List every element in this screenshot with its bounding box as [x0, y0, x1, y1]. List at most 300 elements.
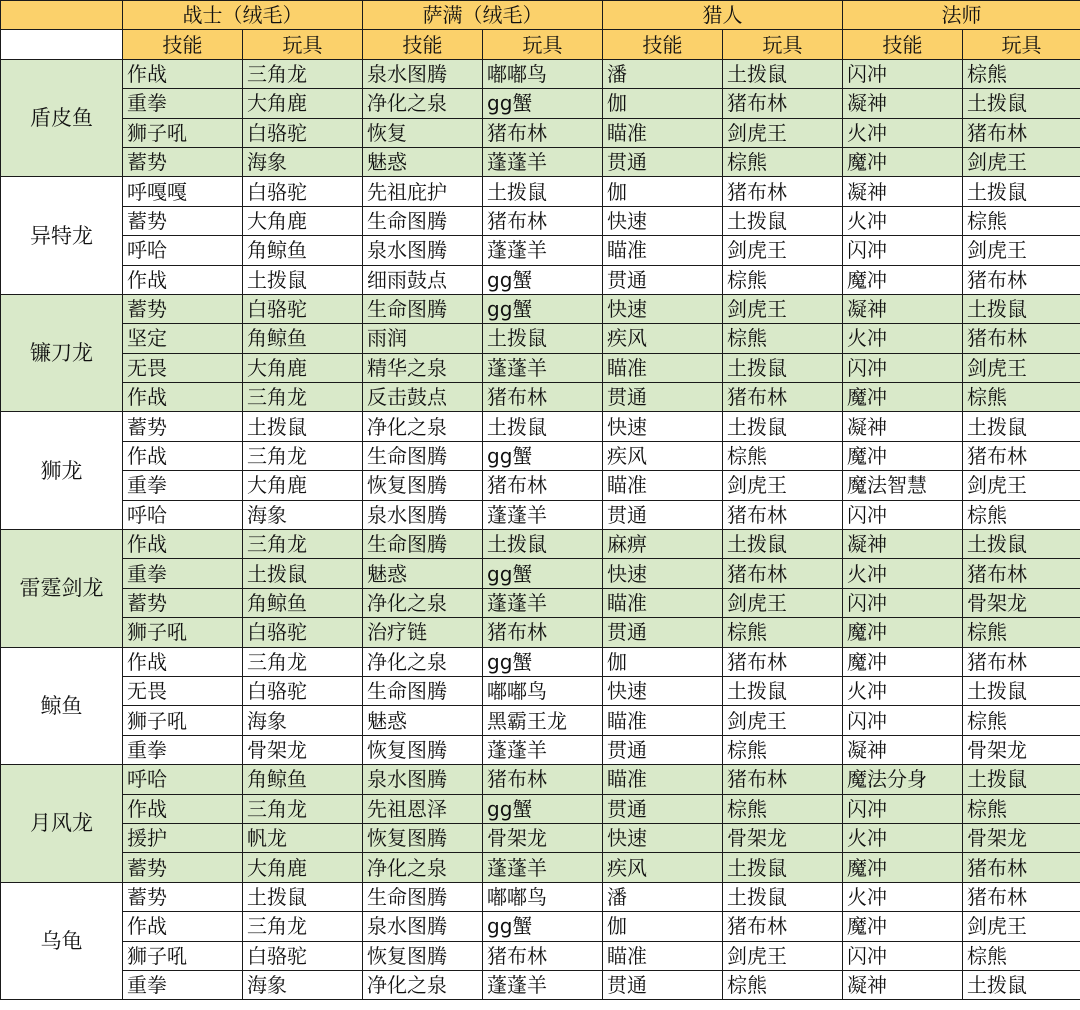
skill-cell[interactable]: 恢复图腾 — [363, 823, 483, 852]
skill-cell[interactable]: 生命图腾 — [363, 294, 483, 323]
skill-cell[interactable]: 潘 — [603, 59, 723, 88]
toy-cell[interactable]: 土拨鼠 — [723, 353, 843, 382]
skill-cell[interactable]: 快速 — [603, 676, 723, 705]
skill-cell[interactable]: 作战 — [123, 794, 243, 823]
toy-cell[interactable]: 剑虎王 — [963, 236, 1080, 265]
toy-cell[interactable]: gg蟹 — [483, 559, 603, 588]
skill-cell[interactable]: 作战 — [123, 912, 243, 941]
skill-cell[interactable]: 精华之泉 — [363, 353, 483, 382]
toy-cell[interactable]: 土拨鼠 — [963, 676, 1080, 705]
skill-cell[interactable]: 蓄势 — [123, 882, 243, 911]
skill-cell[interactable]: 援护 — [123, 823, 243, 852]
toy-cell[interactable]: 角鲸鱼 — [243, 765, 363, 794]
header-corner-cell[interactable] — [1, 1, 123, 30]
toy-cell[interactable]: 剑虎王 — [723, 294, 843, 323]
skill-cell[interactable]: 魔法智慧 — [843, 471, 963, 500]
toy-cell[interactable]: 白骆驼 — [243, 294, 363, 323]
toy-cell[interactable]: 蓬蓬羊 — [483, 853, 603, 882]
toy-cell[interactable]: 白骆驼 — [243, 177, 363, 206]
toy-cell[interactable]: 猪布林 — [963, 882, 1080, 911]
toy-cell[interactable]: 帆龙 — [243, 823, 363, 852]
skill-cell[interactable]: 贯通 — [603, 500, 723, 529]
sub-header-corner-cell[interactable] — [1, 30, 123, 59]
toy-cell[interactable]: 大角鹿 — [243, 353, 363, 382]
toy-cell[interactable]: gg蟹 — [483, 441, 603, 470]
mount-name-cell[interactable]: 盾皮鱼 — [1, 59, 123, 177]
skill-cell[interactable]: 无畏 — [123, 676, 243, 705]
skill-cell[interactable]: 净化之泉 — [363, 89, 483, 118]
toy-cell[interactable]: 猪布林 — [483, 471, 603, 500]
table-row — [1, 177, 1080, 206]
toy-cell[interactable]: 土拨鼠 — [963, 412, 1080, 441]
skill-cell[interactable]: 瞄准 — [603, 236, 723, 265]
table-row — [1, 853, 1080, 882]
toy-cell[interactable]: 棕熊 — [963, 206, 1080, 235]
table-row — [1, 588, 1080, 617]
skill-cell[interactable]: 净化之泉 — [363, 853, 483, 882]
table-row — [1, 236, 1080, 265]
skill-cell[interactable]: 伽 — [603, 177, 723, 206]
table-row — [1, 353, 1080, 382]
skill-cell[interactable]: 先祖庇护 — [363, 177, 483, 206]
toy-cell[interactable]: 棕熊 — [723, 970, 843, 999]
skill-cell[interactable]: 生命图腾 — [363, 676, 483, 705]
mount-name-cell[interactable]: 异特龙 — [1, 177, 123, 295]
toy-cell[interactable]: 棕熊 — [723, 441, 843, 470]
skill-cell[interactable]: 瞄准 — [603, 588, 723, 617]
toy-cell[interactable]: 猪布林 — [483, 765, 603, 794]
toy-cell[interactable]: 棕熊 — [963, 706, 1080, 735]
toy-cell[interactable]: 棕熊 — [723, 618, 843, 647]
toy-cell[interactable]: 白骆驼 — [243, 118, 363, 147]
class-header-shaman[interactable]: 萨满（绒毛） — [363, 1, 603, 30]
skill-cell[interactable]: 凝神 — [843, 735, 963, 764]
skill-cell[interactable]: 重拳 — [123, 559, 243, 588]
toy-cell[interactable]: 大角鹿 — [243, 471, 363, 500]
toy-cell[interactable]: 棕熊 — [723, 735, 843, 764]
class-header-hunter[interactable]: 猎人 — [603, 1, 843, 30]
toy-cell[interactable]: 猪布林 — [483, 383, 603, 412]
class-header-row — [1, 1, 1080, 30]
toy-cell[interactable]: 棕熊 — [963, 794, 1080, 823]
skill-cell[interactable]: 作战 — [123, 441, 243, 470]
toy-cell[interactable]: 土拨鼠 — [723, 882, 843, 911]
toy-cell[interactable]: 剑虎王 — [723, 471, 843, 500]
toy-cell[interactable]: 棕熊 — [723, 147, 843, 176]
toy-cell[interactable]: 三角龙 — [243, 912, 363, 941]
toy-cell[interactable]: 三角龙 — [243, 647, 363, 676]
skill-cell[interactable]: 魔法分身 — [843, 765, 963, 794]
skill-cell[interactable]: 火冲 — [843, 882, 963, 911]
skill-cell[interactable]: 疾风 — [603, 853, 723, 882]
toy-cell[interactable]: 海象 — [243, 147, 363, 176]
table-row — [1, 441, 1080, 470]
table-row — [1, 765, 1080, 794]
skill-cell[interactable]: 净化之泉 — [363, 588, 483, 617]
toy-cell[interactable]: 猪布林 — [963, 647, 1080, 676]
toy-cell[interactable]: 猪布林 — [483, 118, 603, 147]
skill-cell[interactable]: 闪冲 — [843, 236, 963, 265]
skill-cell[interactable]: 重拳 — [123, 89, 243, 118]
toy-cell[interactable]: 土拨鼠 — [963, 294, 1080, 323]
toy-cell[interactable]: 棕熊 — [963, 941, 1080, 970]
toy-cell[interactable]: 猪布林 — [963, 441, 1080, 470]
toy-cell[interactable]: 海象 — [243, 706, 363, 735]
table-row — [1, 941, 1080, 970]
mount-name-cell[interactable]: 乌龟 — [1, 882, 123, 1000]
skill-cell[interactable]: 呼哈 — [123, 500, 243, 529]
skill-cell[interactable]: 重拳 — [123, 735, 243, 764]
toy-cell[interactable]: 蓬蓬羊 — [483, 236, 603, 265]
skill-cell[interactable]: 魅惑 — [363, 706, 483, 735]
toy-cell[interactable]: 蓬蓬羊 — [483, 500, 603, 529]
skill-cell[interactable]: 贯通 — [603, 265, 723, 294]
toy-cell[interactable]: 黑霸王龙 — [483, 706, 603, 735]
toy-cell[interactable]: 大角鹿 — [243, 89, 363, 118]
class-header-mage[interactable]: 法师 — [843, 1, 1080, 30]
skill-cell[interactable]: 伽 — [603, 89, 723, 118]
toy-cell[interactable]: 白骆驼 — [243, 676, 363, 705]
skill-cell[interactable]: 作战 — [123, 59, 243, 88]
toy-cell[interactable]: 嘟嘟鸟 — [483, 59, 603, 88]
skill-cell[interactable]: 生命图腾 — [363, 441, 483, 470]
sub-header-row — [1, 30, 1080, 59]
skill-cell[interactable]: 凝神 — [843, 412, 963, 441]
skill-cell[interactable]: 凝神 — [843, 177, 963, 206]
skill-cell[interactable]: 狮子吼 — [123, 941, 243, 970]
toy-cell[interactable]: gg蟹 — [483, 794, 603, 823]
skill-cell[interactable]: 狮子吼 — [123, 706, 243, 735]
toy-cell[interactable]: gg蟹 — [483, 912, 603, 941]
skill-cell[interactable]: 生命图腾 — [363, 206, 483, 235]
subheader-skill[interactable]: 技能 — [363, 30, 483, 59]
toy-cell[interactable]: 剑虎王 — [723, 118, 843, 147]
toy-cell[interactable]: 剑虎王 — [723, 588, 843, 617]
toy-cell[interactable]: 猪布林 — [483, 941, 603, 970]
skill-cell[interactable]: 闪冲 — [843, 59, 963, 88]
skill-cell[interactable]: 生命图腾 — [363, 882, 483, 911]
toy-cell[interactable]: 土拨鼠 — [963, 530, 1080, 559]
skill-cell[interactable]: 麻痹 — [603, 530, 723, 559]
skill-cell[interactable]: 火冲 — [843, 559, 963, 588]
skill-cell[interactable]: 闪冲 — [843, 794, 963, 823]
table-row — [1, 794, 1080, 823]
skill-cell[interactable]: 闪冲 — [843, 500, 963, 529]
spreadsheet-body — [1, 1, 1080, 1000]
skill-cell[interactable]: 净化之泉 — [363, 647, 483, 676]
skill-cell[interactable]: 瞄准 — [603, 471, 723, 500]
toy-cell[interactable]: 剑虎王 — [963, 353, 1080, 382]
skill-cell[interactable]: 凝神 — [843, 530, 963, 559]
skill-cell[interactable]: 蓄势 — [123, 147, 243, 176]
skill-cell[interactable]: 魔冲 — [843, 912, 963, 941]
skill-cell[interactable]: 魔冲 — [843, 441, 963, 470]
skill-cell[interactable]: 呼哈 — [123, 236, 243, 265]
subheader-skill[interactable]: 技能 — [603, 30, 723, 59]
skill-cell[interactable]: 瞄准 — [603, 118, 723, 147]
toy-cell[interactable]: 猪布林 — [963, 559, 1080, 588]
toy-cell[interactable]: 骨架龙 — [963, 823, 1080, 852]
skill-cell[interactable]: 无畏 — [123, 353, 243, 382]
table-row — [1, 559, 1080, 588]
toy-cell[interactable]: 剑虎王 — [723, 236, 843, 265]
toy-cell[interactable]: 剑虎王 — [723, 941, 843, 970]
toy-cell[interactable]: 猪布林 — [963, 265, 1080, 294]
skill-cell[interactable]: 雨润 — [363, 324, 483, 353]
toy-cell[interactable]: 嘟嘟鸟 — [483, 676, 603, 705]
toy-cell[interactable]: 棕熊 — [963, 59, 1080, 88]
skill-cell[interactable]: 先祖恩泽 — [363, 794, 483, 823]
toy-cell[interactable]: 角鲸鱼 — [243, 588, 363, 617]
table-row — [1, 147, 1080, 176]
skill-cell[interactable]: 魅惑 — [363, 147, 483, 176]
subheader-skill[interactable]: 技能 — [123, 30, 243, 59]
skill-cell[interactable]: 魔冲 — [843, 265, 963, 294]
toy-cell[interactable]: 三角龙 — [243, 383, 363, 412]
skill-cell[interactable]: 泉水图腾 — [363, 500, 483, 529]
toy-cell[interactable]: 蓬蓬羊 — [483, 353, 603, 382]
skill-cell[interactable]: 呼哈 — [123, 765, 243, 794]
mount-name-cell[interactable]: 镰刀龙 — [1, 294, 123, 412]
toy-cell[interactable]: 剑虎王 — [963, 912, 1080, 941]
skill-cell[interactable]: 蓄势 — [123, 294, 243, 323]
skill-cell[interactable]: 瞄准 — [603, 765, 723, 794]
toy-cell[interactable]: 棕熊 — [963, 500, 1080, 529]
skill-cell[interactable]: 闪冲 — [843, 353, 963, 382]
toy-cell[interactable]: 海象 — [243, 500, 363, 529]
skill-cell[interactable]: 贯通 — [603, 618, 723, 647]
toy-cell[interactable]: 土拨鼠 — [483, 324, 603, 353]
mount-name-cell[interactable]: 狮龙 — [1, 412, 123, 530]
skill-cell[interactable]: 伽 — [603, 647, 723, 676]
toy-cell[interactable]: 三角龙 — [243, 441, 363, 470]
skill-cell[interactable]: 泉水图腾 — [363, 765, 483, 794]
skill-cell[interactable]: 火冲 — [843, 823, 963, 852]
skill-cell[interactable]: 火冲 — [843, 676, 963, 705]
toy-cell[interactable]: 土拨鼠 — [963, 177, 1080, 206]
skill-cell[interactable]: 治疗链 — [363, 618, 483, 647]
skill-cell[interactable]: 坚定 — [123, 324, 243, 353]
skill-cell[interactable]: 重拳 — [123, 970, 243, 999]
skill-cell[interactable]: 细雨鼓点 — [363, 265, 483, 294]
subheader-toy[interactable]: 玩具 — [243, 30, 363, 59]
toy-cell[interactable]: 三角龙 — [243, 530, 363, 559]
toy-cell[interactable]: 猪布林 — [963, 853, 1080, 882]
toy-cell[interactable]: 棕熊 — [963, 383, 1080, 412]
toy-cell[interactable]: 猪布林 — [963, 324, 1080, 353]
toy-cell[interactable]: 骨架龙 — [243, 735, 363, 764]
toy-cell[interactable]: 骨架龙 — [963, 735, 1080, 764]
skill-cell[interactable]: 泉水图腾 — [363, 912, 483, 941]
toy-cell[interactable]: 蓬蓬羊 — [483, 970, 603, 999]
skill-cell[interactable]: 快速 — [603, 412, 723, 441]
skill-cell[interactable]: 凝神 — [843, 294, 963, 323]
skill-cell[interactable]: 作战 — [123, 383, 243, 412]
skill-cell[interactable]: 泉水图腾 — [363, 59, 483, 88]
toy-cell[interactable]: 蓬蓬羊 — [483, 735, 603, 764]
skill-cell[interactable]: 闪冲 — [843, 706, 963, 735]
skill-cell[interactable]: 反击鼓点 — [363, 383, 483, 412]
toy-cell[interactable]: 土拨鼠 — [483, 177, 603, 206]
toy-cell[interactable]: gg蟹 — [483, 89, 603, 118]
toy-cell[interactable]: 土拨鼠 — [963, 765, 1080, 794]
skill-cell[interactable]: 火冲 — [843, 206, 963, 235]
skill-cell[interactable]: 疾风 — [603, 441, 723, 470]
toy-cell[interactable]: 土拨鼠 — [963, 89, 1080, 118]
skill-cell[interactable]: 魔冲 — [843, 618, 963, 647]
toy-cell[interactable]: 土拨鼠 — [723, 412, 843, 441]
skill-cell[interactable]: 蓄势 — [123, 853, 243, 882]
skill-cell[interactable]: 恢复 — [363, 118, 483, 147]
skill-cell[interactable]: 恢复图腾 — [363, 941, 483, 970]
toy-cell[interactable]: 土拨鼠 — [243, 412, 363, 441]
toy-cell[interactable]: 骨架龙 — [483, 823, 603, 852]
subheader-skill[interactable]: 技能 — [843, 30, 963, 59]
skill-cell[interactable]: 蓄势 — [123, 412, 243, 441]
toy-cell[interactable]: gg蟹 — [483, 265, 603, 294]
skill-cell[interactable]: 作战 — [123, 265, 243, 294]
toy-cell[interactable]: 蓬蓬羊 — [483, 147, 603, 176]
toy-cell[interactable]: 土拨鼠 — [723, 676, 843, 705]
toy-cell[interactable]: 角鲸鱼 — [243, 324, 363, 353]
toy-cell[interactable]: 土拨鼠 — [963, 970, 1080, 999]
toy-cell[interactable]: 猪布林 — [483, 206, 603, 235]
toy-cell[interactable]: 骨架龙 — [963, 588, 1080, 617]
toy-cell[interactable]: 白骆驼 — [243, 618, 363, 647]
table-row — [1, 882, 1080, 911]
skill-cell[interactable]: 快速 — [603, 823, 723, 852]
table-row — [1, 647, 1080, 676]
skill-cell[interactable]: 蓄势 — [123, 206, 243, 235]
skill-cell[interactable]: 凝神 — [843, 89, 963, 118]
toy-cell[interactable]: 猪布林 — [723, 89, 843, 118]
table-row — [1, 89, 1080, 118]
skill-cell[interactable]: 贯通 — [603, 970, 723, 999]
skill-cell[interactable]: 快速 — [603, 206, 723, 235]
toy-cell[interactable]: 剑虎王 — [963, 471, 1080, 500]
toy-cell[interactable]: 棕熊 — [723, 794, 843, 823]
toy-cell[interactable]: 猪布林 — [963, 118, 1080, 147]
skill-cell[interactable]: 伽 — [603, 912, 723, 941]
toy-cell[interactable]: 海象 — [243, 970, 363, 999]
table-row — [1, 383, 1080, 412]
skill-cell[interactable]: 贯通 — [603, 794, 723, 823]
skill-cell[interactable]: 瞄准 — [603, 706, 723, 735]
toy-cell[interactable]: 三角龙 — [243, 59, 363, 88]
table-row — [1, 471, 1080, 500]
toy-cell[interactable]: gg蟹 — [483, 647, 603, 676]
mount-name-cell[interactable]: 月风龙 — [1, 765, 123, 883]
skill-cell[interactable]: 魔冲 — [843, 383, 963, 412]
toy-cell[interactable]: 棕熊 — [963, 618, 1080, 647]
toy-cell[interactable]: 猪布林 — [723, 559, 843, 588]
skill-cell[interactable]: 闪冲 — [843, 941, 963, 970]
toy-cell[interactable]: 土拨鼠 — [243, 265, 363, 294]
table-row — [1, 265, 1080, 294]
toy-cell[interactable]: 土拨鼠 — [483, 530, 603, 559]
skill-cell[interactable]: 魔冲 — [843, 647, 963, 676]
toy-cell[interactable]: gg蟹 — [483, 294, 603, 323]
skill-cell[interactable]: 净化之泉 — [363, 970, 483, 999]
toy-cell[interactable]: 猪布林 — [723, 912, 843, 941]
toy-cell[interactable]: 骨架龙 — [723, 823, 843, 852]
skill-cell[interactable]: 重拳 — [123, 471, 243, 500]
skill-cell[interactable]: 魅惑 — [363, 559, 483, 588]
skill-cell[interactable]: 疾风 — [603, 324, 723, 353]
skill-cell[interactable]: 作战 — [123, 647, 243, 676]
toy-cell[interactable]: 土拨鼠 — [723, 206, 843, 235]
skill-cell[interactable]: 狮子吼 — [123, 618, 243, 647]
subheader-toy[interactable]: 玩具 — [723, 30, 843, 59]
skill-cell[interactable]: 净化之泉 — [363, 412, 483, 441]
skill-cell[interactable]: 瞄准 — [603, 353, 723, 382]
skill-cell[interactable]: 贯通 — [603, 147, 723, 176]
toy-cell[interactable]: 大角鹿 — [243, 206, 363, 235]
table-row — [1, 618, 1080, 647]
skill-cell[interactable]: 狮子吼 — [123, 118, 243, 147]
toy-cell[interactable]: 土拨鼠 — [483, 412, 603, 441]
skill-cell[interactable]: 潘 — [603, 882, 723, 911]
skill-cell[interactable]: 凝神 — [843, 970, 963, 999]
skill-cell[interactable]: 贯通 — [603, 383, 723, 412]
skill-cell[interactable]: 快速 — [603, 559, 723, 588]
toy-cell[interactable]: 白骆驼 — [243, 941, 363, 970]
toy-cell[interactable]: 蓬蓬羊 — [483, 588, 603, 617]
skill-cell[interactable]: 贯通 — [603, 735, 723, 764]
toy-cell[interactable]: 猪布林 — [723, 500, 843, 529]
toy-cell[interactable]: 猪布林 — [723, 765, 843, 794]
skill-cell[interactable]: 快速 — [603, 294, 723, 323]
toy-cell[interactable]: 棕熊 — [723, 324, 843, 353]
toy-cell[interactable]: 剑虎王 — [723, 706, 843, 735]
skill-cell[interactable]: 蓄势 — [123, 588, 243, 617]
mount-name-cell[interactable]: 鲸鱼 — [1, 647, 123, 765]
toy-cell[interactable]: 角鲸鱼 — [243, 236, 363, 265]
toy-cell[interactable]: 猪布林 — [723, 647, 843, 676]
toy-cell[interactable]: 土拨鼠 — [723, 59, 843, 88]
skill-cell[interactable]: 作战 — [123, 530, 243, 559]
toy-cell[interactable]: 大角鹿 — [243, 853, 363, 882]
toy-cell[interactable]: 土拨鼠 — [243, 882, 363, 911]
mount-name-cell[interactable]: 雷霆剑龙 — [1, 530, 123, 648]
skill-cell[interactable]: 瞄准 — [603, 941, 723, 970]
toy-cell[interactable]: 土拨鼠 — [723, 853, 843, 882]
subheader-toy[interactable]: 玩具 — [963, 30, 1080, 59]
toy-cell[interactable]: 棕熊 — [723, 265, 843, 294]
class-header-warrior[interactable]: 战士（绒毛） — [123, 1, 363, 30]
skill-cell[interactable]: 恢复图腾 — [363, 735, 483, 764]
skill-cell[interactable]: 魔冲 — [843, 147, 963, 176]
skill-cell[interactable]: 泉水图腾 — [363, 236, 483, 265]
toy-cell[interactable]: 土拨鼠 — [723, 530, 843, 559]
skill-cell[interactable]: 火冲 — [843, 324, 963, 353]
skill-cell[interactable]: 生命图腾 — [363, 530, 483, 559]
toy-cell[interactable]: 猪布林 — [723, 177, 843, 206]
toy-cell[interactable]: 猪布林 — [723, 383, 843, 412]
toy-cell[interactable]: 剑虎王 — [963, 147, 1080, 176]
skill-cell[interactable]: 火冲 — [843, 118, 963, 147]
skill-cell[interactable]: 呼嘎嘎 — [123, 177, 243, 206]
toy-cell[interactable]: 猪布林 — [483, 618, 603, 647]
toy-cell[interactable]: 三角龙 — [243, 794, 363, 823]
toy-cell[interactable]: 嘟嘟鸟 — [483, 882, 603, 911]
skill-cell[interactable]: 魔冲 — [843, 853, 963, 882]
skill-cell[interactable]: 闪冲 — [843, 588, 963, 617]
subheader-toy[interactable]: 玩具 — [483, 30, 603, 59]
table-row — [1, 500, 1080, 529]
toy-cell[interactable]: 土拨鼠 — [243, 559, 363, 588]
skill-cell[interactable]: 恢复图腾 — [363, 471, 483, 500]
